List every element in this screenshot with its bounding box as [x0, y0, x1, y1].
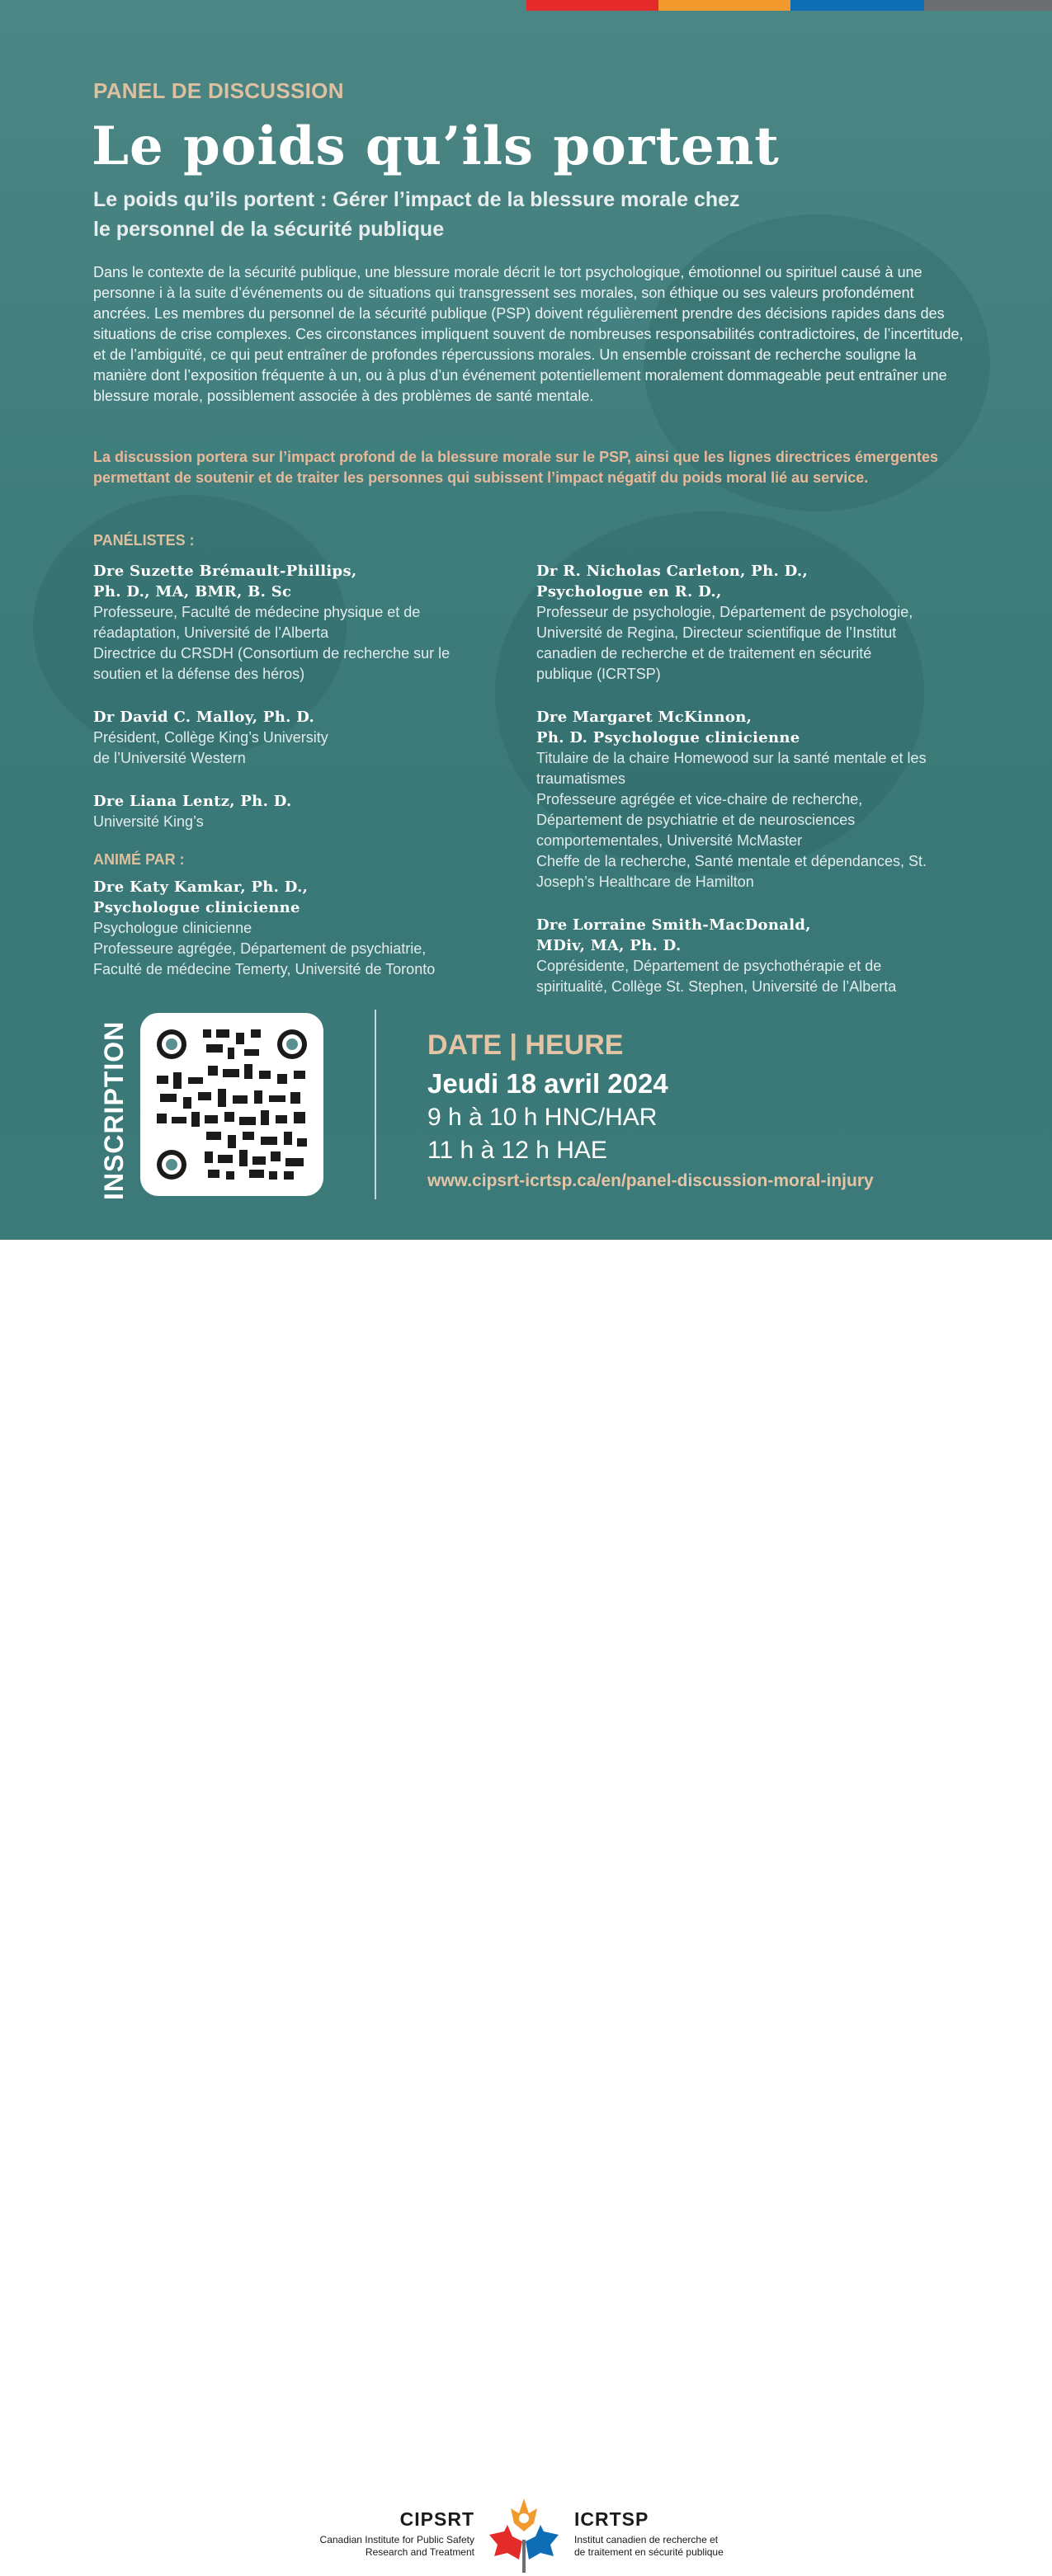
- panelist-role: Professeure, Faculté de médecine physique et de réadaptation, Université de l’Alberta Directrice du CRSDH (Consortium de recherche sur le soutien et la défense des héros): [93, 604, 451, 682]
- panelist-name: Dr David C. Malloy, Ph. D.: [93, 709, 315, 726]
- panelist-role: Professeur de psychologie, Département de psychologie, Université de Regina, Directeur scientifique de l’Institut canadien de recherche et de traitement en sécurité publique (ICRTSP): [536, 604, 913, 682]
- panelist: [536, 915, 998, 997]
- subtitle: [93, 185, 836, 244]
- subtitle-line: Le poids qu’ils portent : Gérer l’impact de la blessure morale chez: [93, 188, 740, 211]
- maple-leaf-logo-icon: [483, 2494, 565, 2576]
- overline: PANEL DE DISCUSSION: [93, 78, 344, 103]
- icrtsp-abbr: ICRTSP: [574, 2508, 649, 2530]
- moderator-role: Psychologue clinicienne Professeure agrégée, Département de psychiatrie, Faculté de médecine Temerty, Université de Toronto: [93, 920, 436, 977]
- qr-code[interactable]: [140, 1013, 323, 1196]
- panelist-role: Président, Collège King’s University de l’Université Western: [93, 729, 328, 766]
- top-color-bar-orange: [658, 0, 790, 11]
- highlight-paragraph: La discussion portera sur l’impact profond de la blessure morale sur le PSP, ainsi que les lignes directrices émergentes permettant de soutenir et de traiter les personnes qui subissent l’impact négatif du poids moral lié au service.: [93, 449, 939, 486]
- event-time-2: 11 h à 12 h HAE: [427, 1137, 607, 1164]
- event-link[interactable]: www.cipsrt-icrtsp.ca/en/panel-discussion-moral-injury: [427, 1171, 874, 1190]
- panelist-role: Coprésidente, Département de psychothérapie et de spiritualité, Collège St. Stephen, Université de l’Alberta: [536, 958, 897, 995]
- poster: [0, 0, 1052, 1240]
- panelists-label: PANÉLISTES :: [93, 532, 195, 549]
- panelist: [536, 561, 998, 685]
- panelist: [93, 561, 522, 685]
- panelist-role: Titulaire de la chaire Homewood sur la santé mentale et les traumatismes Professeure agrégée et vice-chaire de recherche, Département de psychiatrie et de neurosciences comportementales, Université McMaster Cheffe de la recherche, Santé mentale et dépendances, St. Joseph’s Healthcare de Hamilton: [536, 750, 927, 890]
- qr-code-icon: [153, 1026, 310, 1183]
- panelists-right-column: [536, 561, 998, 1020]
- panelist-name: Dre Suzette Brémault-Phillips, Ph. D., MA, BMR, B. Sc: [93, 563, 357, 600]
- footer: [0, 1240, 1052, 2558]
- top-color-bar-blue: [790, 0, 924, 11]
- subtitle-line: le personnel de la sécurité publique: [93, 218, 445, 241]
- cipsrt-desc: Canadian Institute for Public Safety Research and Treatment: [319, 2534, 474, 2558]
- panelist-name: Dr R. Nicholas Carleton, Ph. D., Psychologue en R. D.,: [536, 563, 809, 600]
- icrtsp-desc: Institut canadien de recherche et de traitement en sécurité publique: [574, 2534, 724, 2558]
- panelist: [93, 707, 522, 769]
- cipsrt-abbr: CIPSRT: [399, 2508, 474, 2530]
- divider: [375, 1010, 376, 1199]
- intro-paragraph: Dans le contexte de la sécurité publique, une blessure morale décrit le tort psychologique, émotionnel ou spirituel causé à une personne i à la suite d’événements ou de situations qui transgressent ses morales, son éthique ou ses valeurs profondément ancrées. Les membres du personnel de la sécurité publique (PSP) doivent régulièrement prendre des décisions rapides dans des situations de crise complexes. Ces circonstances impliquent souvent de nombreuses responsabilités contradictoires, de l’incertitude, et de l’ambiguïté, ce qui peut entraîner de profondes répercussions morales. Un ensemble croissant de recherche souligne la manière dont l’exposition fréquente à un, ou à plus d’un événement potentiellement moralement dommageable peut entraîner une blessure morale, possiblement associée à des problèmes de santé mentale.: [93, 264, 964, 404]
- panelist-role: Université King’s: [93, 813, 204, 830]
- panelist-name: Dre Margaret McKinnon, Ph. D. Psychologue clinicienne: [536, 709, 800, 746]
- page-title: Le poids qu’ils portent: [92, 115, 780, 177]
- panelist: [93, 791, 522, 832]
- top-color-bar-red: [526, 0, 658, 11]
- event-date: Jeudi 18 avril 2024: [427, 1068, 668, 1099]
- cipsrt-block: [320, 2508, 474, 2559]
- panelist: [536, 707, 998, 892]
- moderator-label: ANIMÉ PAR :: [93, 851, 185, 868]
- inscription-label: INSCRIPTION: [99, 1020, 129, 1200]
- icrtsp-block: [574, 2508, 724, 2559]
- date-heading: DATE | HEURE: [427, 1029, 624, 1061]
- panelist-name: Dre Lorraine Smith-MacDonald, MDiv, MA, Ph. D.: [536, 916, 811, 954]
- panelist-name: Dre Liana Lentz, Ph. D.: [93, 793, 292, 810]
- top-color-bar-gray: [924, 0, 1052, 11]
- panelists-left-column: [93, 561, 522, 1002]
- event-time-1: 9 h à 10 h HNC/HAR: [427, 1104, 658, 1131]
- moderator: [93, 877, 522, 980]
- moderator-name: Dre Katy Kamkar, Ph. D., Psychologue clinicienne: [93, 878, 309, 916]
